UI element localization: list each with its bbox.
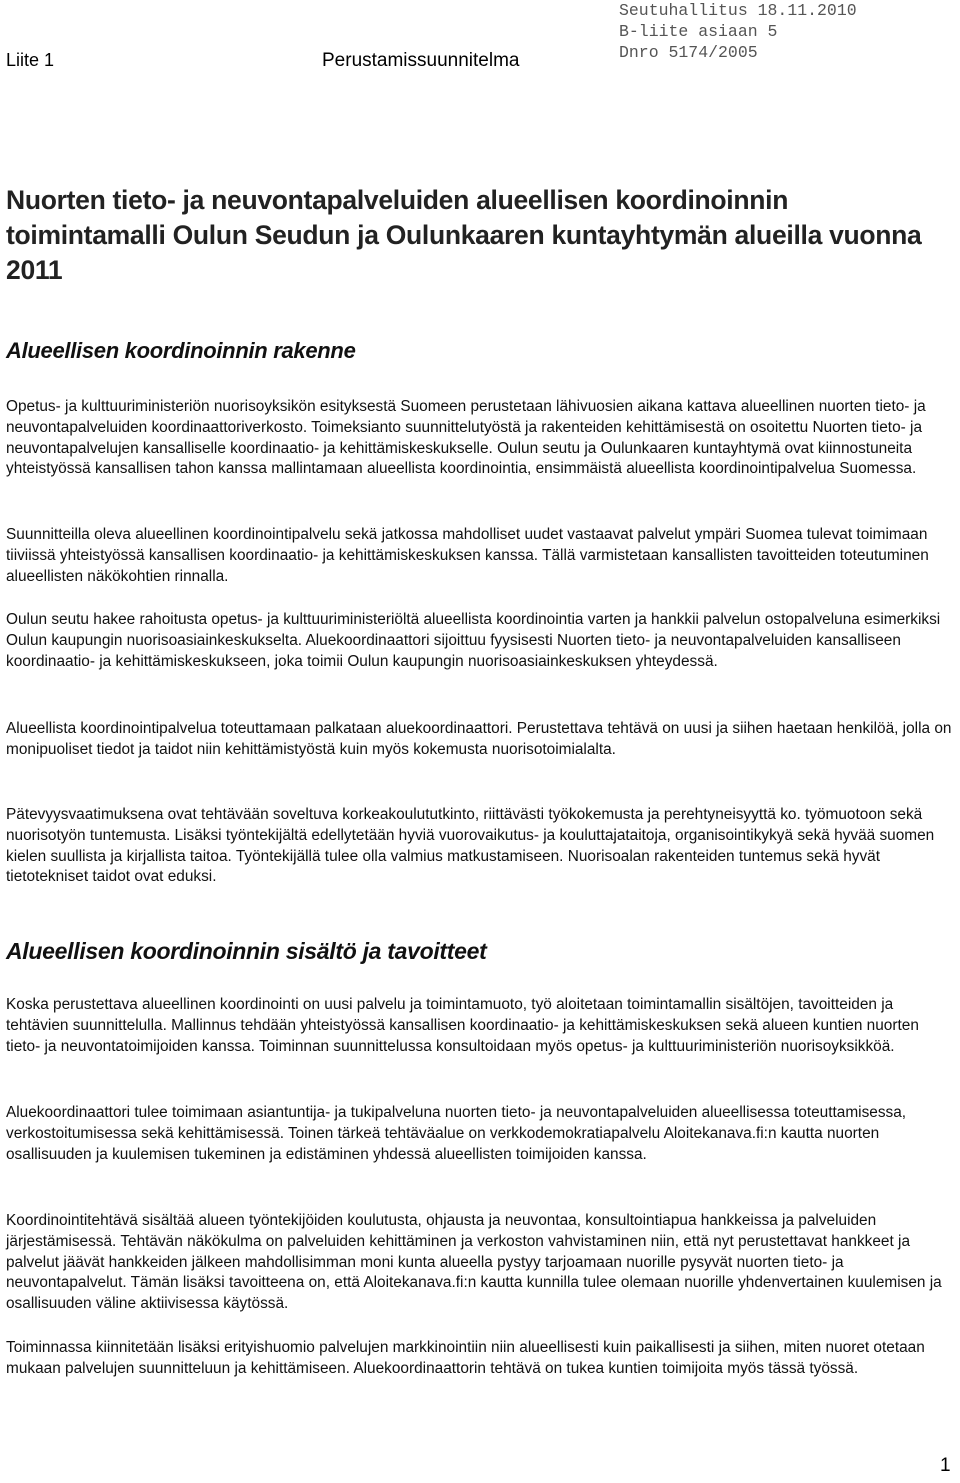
document-title: Nuorten tieto- ja neuvontapalveluiden alueellisen koordinoinnin toimintamalli Oulun Seudun ja Oulunkaaren kuntayhtymän alueilla vuonna 2011 — [6, 185, 922, 285]
paragraph: Koska perustettava alueellinen koordinointi on uusi palvelu ja toimintamuoto, työ aloitetaan toimintamallin sisältöjen, tavoitteiden ja tehtävien suunnittelulla. Mallinnus tehdään yhteistyössä kansallisen koordinaatio- ja kehittämiskeskuksen sekä alueen kuntien nuorten tieto- ja neuvontatoimijoiden kanssa. Toiminnan suunnittelussa konsultoidaan myös opetus- ja kulttuuriministeriön nuorisoyksikköä. — [6, 996, 919, 1055]
paragraph: Aluekoordinaattori tulee toimimaan asiantuntija- ja tukipalveluna nuorten tieto- ja neuvontapalveluiden alueellisessa toteuttamisessa, verkostoitumisessa sekä kehittämisessä. Toinen tärkeä tehtäväalue on verkkodemokratiapalvelu Aloitekanava.fi:n kautta nuorten osallisuuden ja kuulemisen tukeminen ja edistäminen yhdessä alueellisten toimijoiden kanssa. — [6, 1104, 907, 1163]
reference-block — [619, 0, 857, 63]
appendix-label: Liite 1 — [6, 50, 55, 70]
section-heading-structure: Alueellisen koordinoinnin rakenne — [6, 338, 356, 363]
paragraph: Oulun seutu hakee rahoitusta opetus- ja kulttuuriministeriöltä alueellista koordinointia varten ja hankkii palvelun ostopalveluna esimerkiksi Oulun kaupungin nuorisoasiainkeskukselta. Aluekoordinaattori sijoittuu fyysisesti Nuorten tieto- ja neuvontapalveluiden kansalliseen koordinaatio- ja kehittämiskeskukseen, joka toimii Oulun kaupungin nuorisoasiainkeskuksen yhteydessä. — [6, 611, 941, 670]
paragraph: Opetus- ja kulttuuriministeriön nuorisoyksikön esityksestä Suomeen perustetaan lähivuosien aikana kattava alueellinen nuorten tieto- ja neuvontapalveluiden koordinaattoriverkosto. Toimeksianto suunnittelutyöstä ja rakenteiden kehittämisestä on osoitettu Nuorten tieto- ja neuvontapalvelujen kansalliselle koordinaatio- ja kehittämiskeskukselle. Oulun seutu ja Oulunkaaren kuntayhtymä ovat kiinnostuneita yhteistyössä kansallisen tahon kanssa mallintamaan alueellista koordinointia, ensimmäistä alueellista koordinointipalvelua Suomessa. — [6, 398, 926, 478]
paragraph: Pätevyysvaatimuksena ovat tehtävään soveltuva korkeakoulututkinto, riittävästi työkokemusta ja perehtyneisyyttä ko. työmuotoon sekä nuorisotyön tuntemusta. Lisäksi työntekijältä edellytetään hyviä vuorovaikutus- ja kouluttajataitoja, organisointikykyä sekä hyvää suomen kielen suullista ja kirjallista taitoa. Työntekijällä tulee olla valmius matkustamiseen. Nuorisoalan rakenteiden tuntemus sekä hyvät tietotekniset taidot ovat eduksi. — [6, 806, 935, 886]
section-heading-content: Alueellisen koordinoinnin sisältö ja tavoitteet — [6, 938, 487, 964]
paragraph: Alueellista koordinointipalvelua toteuttamaan palkataan aluekoordinaattori. Perustettava tehtävä on uusi ja siihen haetaan henkilöä, jolla on monipuoliset tiedot ja taidot niin kehittämistyöstä kuin myös kokemusta nuorisotoimialalta. — [6, 720, 952, 758]
meeting-date-line: Seutuhallitus 18.11.2010 — [619, 1, 857, 20]
document-type: Perustamissuunnitelma — [322, 50, 520, 71]
agenda-item-line: B-liite asiaan 5 — [619, 22, 778, 41]
record-number-line: Dnro 5174/2005 — [619, 43, 758, 62]
paragraph: Toiminnassa kiinnitetään lisäksi erityishuomio palvelujen markkinointiin niin alueellisesti kuin paikallisesti ja siihen, miten nuoret otetaan mukaan palvelujen suunnitteluun ja kehittämiseen. Aluekoordinaattorin tehtävä on tukea kuntien toimijoita myös tässä työssä. — [6, 1339, 925, 1377]
page-number: 1 — [940, 1455, 951, 1476]
paragraph: Koordinointitehtävä sisältää alueen työntekijöiden koulutusta, ohjausta ja neuvontaa, konsultointiapua hankkeissa ja palveluiden järjestämisessä. Tehtävän näkökulma on palveluiden kehittäminen ja verkoston vahvistaminen niin, että nyt perustettavat hankkeet ja palvelut jäävät hankkeiden jälkeen mahdollisimman moni kunta alueella pystyy tarjoamaan nuorille pysyvät nuorten tieto- ja neuvontapalvelut. Tämän lisäksi tavoitteena on, että Aloitekanava.fi:n kautta kunnilla tulee olemaan nuorille yhdenvertainen kuulemisen ja osallisuuden väline aktiivisessa käytössä. — [6, 1212, 942, 1313]
paragraph: Suunnitteilla oleva alueellinen koordinointipalvelu sekä jatkossa mahdolliset uudet vastaavat palvelut ympäri Suomea tulevat toimimaan tiiviissä yhteistyössä kansallisen koordinaatio- ja kehittämiskeskuksen kanssa. Tällä varmistetaan kansallisten tavoitteiden toteutuminen alueellisten näkökohtien rinnalla. — [6, 526, 929, 585]
